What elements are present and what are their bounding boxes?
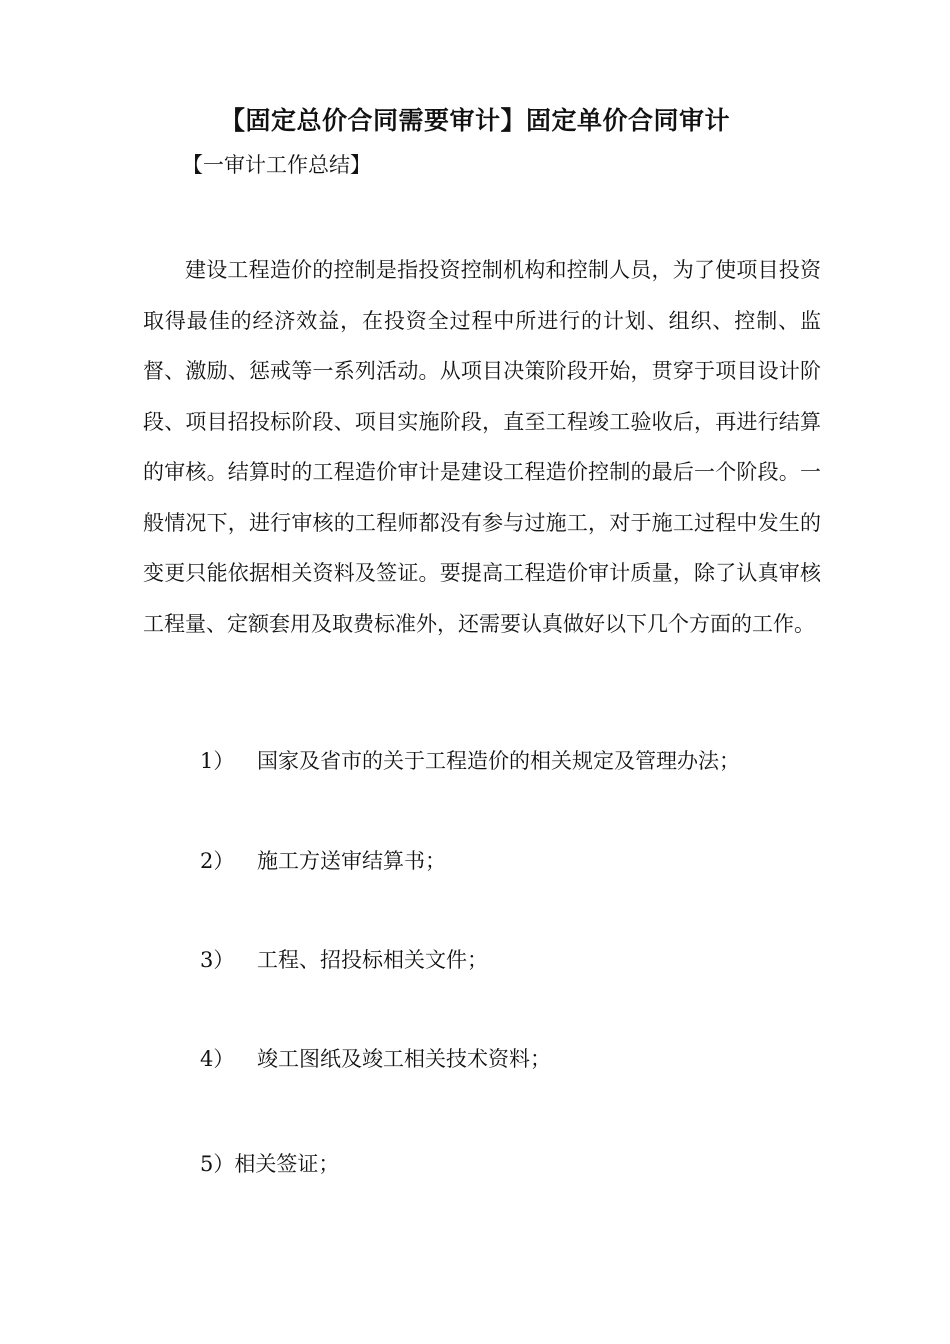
list-item: [200, 944, 488, 976]
list-item-number: 5）: [200, 1152, 235, 1176]
list-item-number: 1）: [200, 749, 235, 773]
list-item-text: 施工方送审结算书；: [257, 849, 446, 873]
list-item-text: 工程、招投标相关文件；: [257, 948, 488, 972]
list-item: [200, 745, 740, 777]
list-item: [200, 1148, 339, 1180]
section-heading: 【一审计工作总结】: [182, 153, 371, 177]
list-item-text: 竣工图纸及竣工相关技术资料；: [257, 1047, 551, 1071]
list-item-text: 相关签证；: [234, 1152, 340, 1176]
list-item-text: 国家及省市的关于工程造价的相关规定及管理办法；: [257, 749, 740, 773]
body-paragraph: 建设工程造价的控制是指投资控制机构和控制人员，为了使项目投资取得最佳的经济效益，在投资全过程中所进行的计划、组织、控制、监督、激励、惩戒等一系列活动。从项目决策阶段开始，贯穿于项目设计阶段、项目招投标阶段、项目实施阶段，直至工程竣工验收后，再进行结算的审核。结算时的工程造价审计是建设工程造价控制的最后一个阶段。一般情况下，进行审核的工程师都没有参与过施工，对于施工过程中发生的变更只能依据相关资料及签证。要提高工程造价审计质量，除了认真审核工程量、定额套用及取费标准外，还需要认真做好以下几个方面的工作。: [143, 258, 821, 636]
list-item-number: 2）: [200, 849, 235, 873]
list-item: [200, 845, 446, 877]
document-title: 【固定总价合同需要审计】固定单价合同审计: [219, 106, 730, 135]
list-item: [200, 1043, 551, 1075]
list-item-number: 4）: [200, 1047, 235, 1071]
list-item-number: 3）: [200, 948, 235, 972]
